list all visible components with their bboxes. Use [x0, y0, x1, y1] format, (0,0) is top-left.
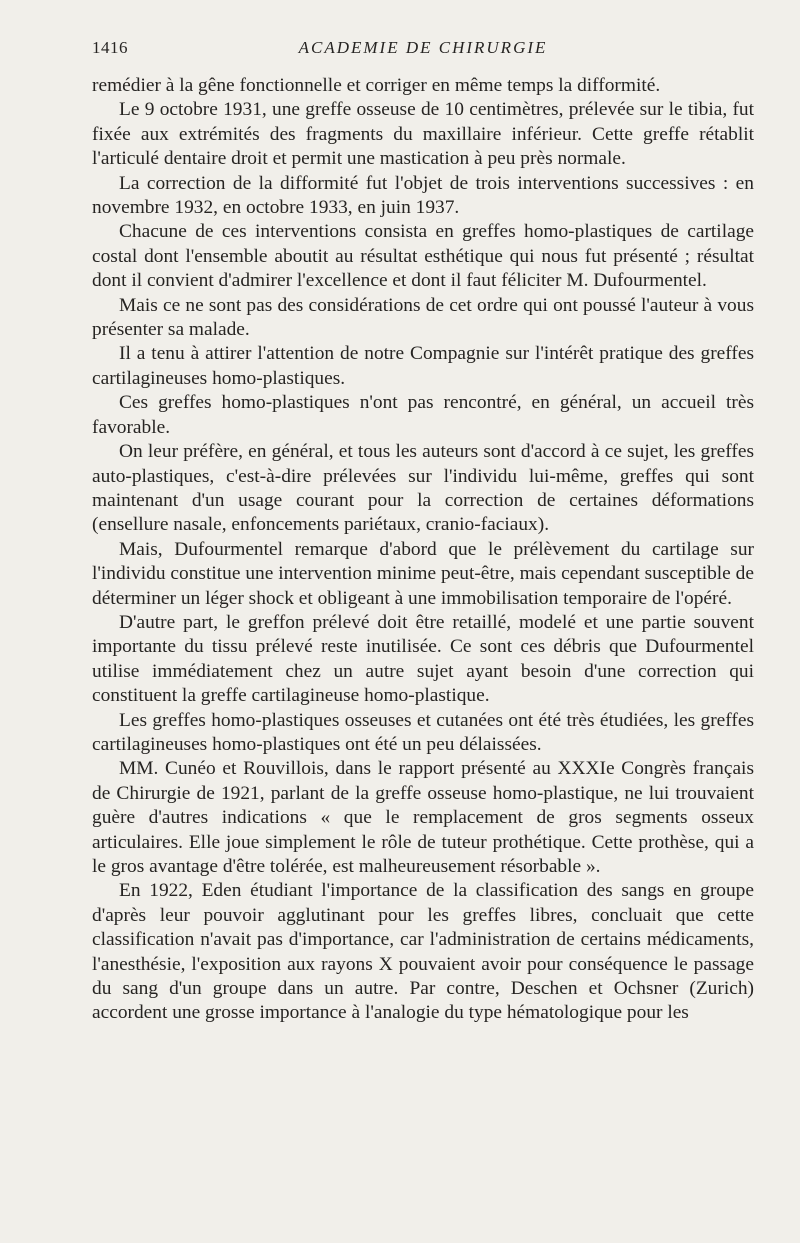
paragraph: En 1922, Eden étudiant l'importance de la classification des sangs en groupe d'après leur pouvoir agglutinant pour les greffes libres, concluait que cette classification n'avait pas d'importance, car l'administration de certains médicaments, l'anesthésie, l'exposition aux rayons X pouvaient avoir pour conséquence le passage du sang d'un groupe dans un autre. Par contre, Deschen et Ochsner (Zurich) accordent une grosse importance à l'analogie du type hématologique pour les — [92, 880, 754, 1024]
paragraph: La correction de la difformité fut l'objet de trois interventions successives : en novembre 1932, en octobre 1933, en juin 1937. — [92, 172, 754, 219]
paragraph: Mais, Dufourmentel remarque d'abord que le prélèvement du cartilage sur l'individu constitue une intervention minime peut-être, mais cependant susceptible de déterminer un léger shock et obligeant à une immobilisation temporaire de l'opéré. — [92, 538, 754, 609]
body-text — [92, 74, 754, 1026]
paragraph: Ces greffes homo-plastiques n'ont pas rencontré, en général, un accueil très favorable. — [92, 392, 754, 438]
journal-title: ACADEMIE DE CHIRURGIE — [298, 38, 548, 57]
paragraph-continued: remédier à la gêne fonctionnelle et corriger en même temps la difformité. — [92, 75, 661, 96]
paragraph: D'autre part, le greffon prélevé doit être retaillé, modelé et une partie souvent importante du tissu prélevé reste inutilisée. Ce sont ces débris que Dufourmentel utilise immédiatement chez un autre sujet ayant besoin d'une correction qui constituent la greffe cartilagineuse homo-plastique. — [92, 611, 754, 707]
paragraph: Il a tenu à attirer l'attention de notre Compagnie sur l'intérêt pratique des greffes cartilagineuses homo-plastiques. — [92, 343, 754, 389]
paragraph: Les greffes homo-plastiques osseuses et cutanées ont été très étudiées, les greffes cartilagineuses homo-plastiques ont été un peu délaissées. — [92, 709, 754, 755]
running-header — [92, 38, 754, 62]
paragraph: On leur préfère, en général, et tous les auteurs sont d'accord à ce sujet, les greffes auto-plastiques, c'est-à-dire prélevées sur l'individu lui-même, greffes qui sont maintenant d'un usage courant pour la correction de certaines déformations (ensellure nasale, enfoncements pariétaux, cranio-faciaux). — [92, 441, 754, 536]
paragraph: MM. Cunéo et Rouvillois, dans le rapport présenté au XXXIe Congrès français de Chirurgie de 1921, parlant de la greffe osseuse homo-plastique, ne lui trouvaient guère d'autres indications « que le remplacement de gros segments osseux articulaires. Elle joue simplement le rôle de tuteur prothétique. Cette prothèse, qui a le gros avantage d'être tolérée, est malheureusement résorbable ». — [92, 758, 754, 877]
paragraph: Mais ce ne sont pas des considérations de cet ordre qui ont poussé l'auteur à vous présenter sa malade. — [92, 294, 754, 341]
paragraph: Le 9 octobre 1931, une greffe osseuse de 10 centimètres, prélevée sur le tibia, fut fixée aux extrémités des fragments du maxillaire inférieur. Cette greffe rétablit l'articulé dentaire droit et permit une mastication à peu près normale. — [92, 99, 754, 170]
paragraph: Chacune de ces interventions consista en greffes homo-plastiques de cartilage costal dont l'ensemble aboutit au résultat esthétique qui nous fut présenté ; résultat dont il convient d'admirer l'excellence et dont il faut féliciter M. Dufourmentel. — [92, 221, 754, 292]
page-number: 1416 — [92, 38, 128, 57]
